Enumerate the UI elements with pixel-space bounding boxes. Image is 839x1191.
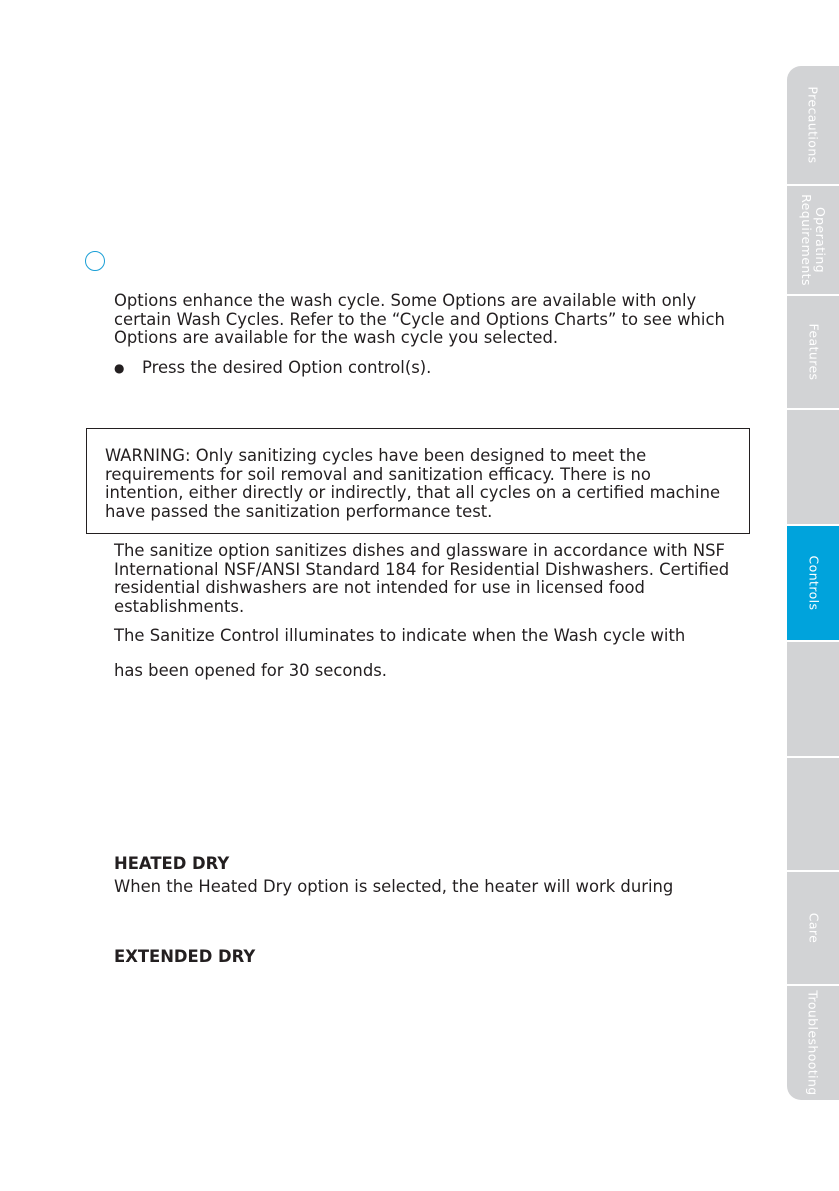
tab-troubleshooting[interactable] bbox=[787, 986, 839, 1100]
option-bullet-text: Press the desired Option control(s). bbox=[142, 358, 432, 377]
tab-blank-3[interactable] bbox=[787, 758, 839, 872]
heated-dry-text: When the Heated Dry option is selected, the heater will work during bbox=[114, 877, 674, 896]
tab-operating-requirements-label: Operating Requirements bbox=[799, 194, 829, 286]
tab-care[interactable] bbox=[787, 872, 839, 986]
heated-dry-heading: HEATED DRY bbox=[114, 854, 230, 873]
tab-features-label: Features bbox=[806, 323, 822, 381]
tab-operating-requirements[interactable] bbox=[787, 186, 839, 296]
options-intro-text: Options enhance the wash cycle. Some Options are available with only certain Wash Cycles. Refer to the “Cycle and Options Charts” to see which Options are available for the wash cycle you selected. bbox=[114, 291, 725, 347]
step-marker-circle bbox=[85, 251, 105, 271]
tab-precautions[interactable] bbox=[787, 66, 839, 186]
sanitize-control-text-line1: The Sanitize Control illuminates to indicate when the Wash cycle with bbox=[114, 626, 686, 645]
tab-care-label: Care bbox=[805, 912, 821, 944]
tab-precautions-label: Precautions bbox=[806, 86, 821, 164]
option-bullet-item bbox=[114, 358, 431, 378]
warning-box bbox=[86, 428, 750, 534]
tab-features[interactable] bbox=[787, 296, 839, 410]
sanitize-control-text-line2: has been opened for 30 seconds. bbox=[114, 661, 387, 680]
extended-dry-heading: EXTENDED DRY bbox=[114, 947, 256, 966]
sanitize-description: The sanitize option sanitizes dishes and glassware in accordance with NSF International NSF/ANSI Standard 184 for Residential Dishwashers. Certified residential dishwashers are not intended for use in licensed food establishments. bbox=[114, 541, 730, 616]
tab-troubleshooting-label: Troubleshooting bbox=[806, 990, 822, 1096]
tab-controls[interactable] bbox=[787, 526, 839, 642]
tab-blank-2[interactable] bbox=[787, 642, 839, 758]
tab-blank-1[interactable] bbox=[787, 410, 839, 526]
tab-controls-label: Controls bbox=[806, 555, 821, 611]
bullet-icon: ● bbox=[114, 361, 125, 375]
warning-text: WARNING: Only sanitizing cycles have been designed to meet the requirements for soil removal and sanitization efficacy. There is no intention, either directly or indirectly, that all cycles on a certified machine have passed the sanitization performance test. bbox=[105, 446, 721, 521]
